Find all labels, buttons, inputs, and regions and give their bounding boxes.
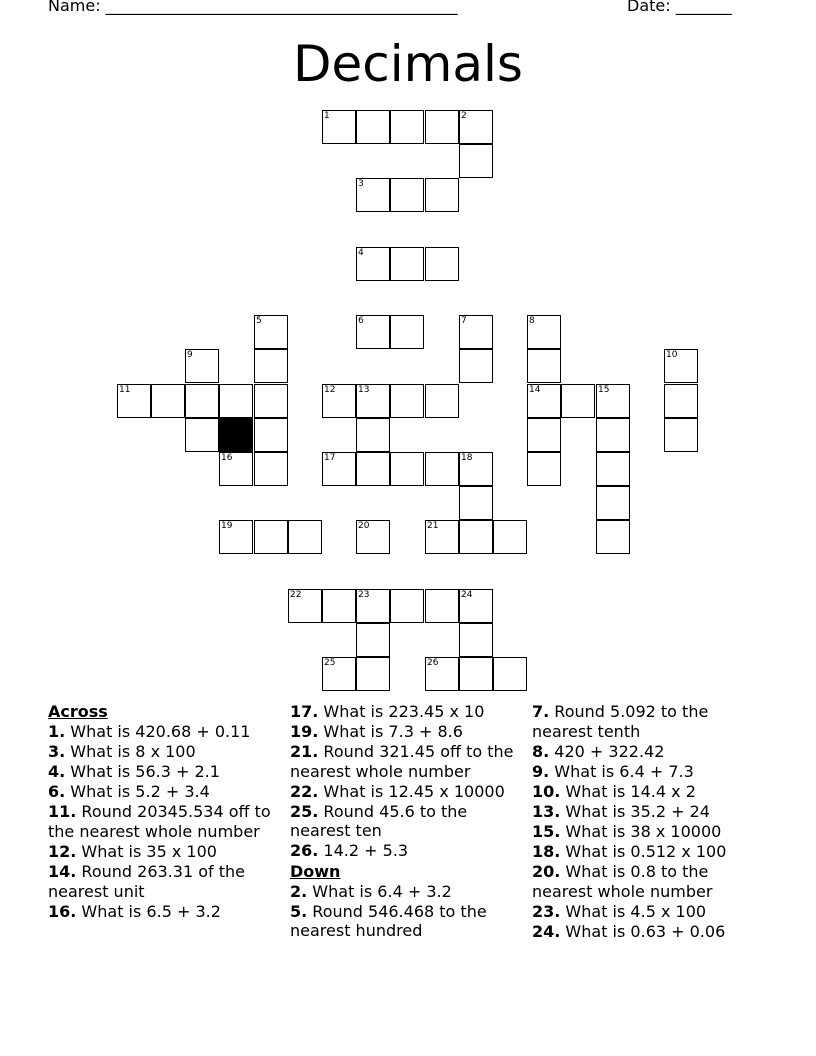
clue-item	[532, 902, 770, 922]
clue-number: 20.	[532, 862, 561, 882]
crossword-cell[interactable]	[596, 520, 630, 554]
clue-text: 14.2 + 5.3	[318, 841, 409, 861]
clue-number: 15.	[532, 821, 561, 841]
clue-number: 3.	[48, 742, 66, 762]
crossword-cell-3[interactable]	[356, 178, 390, 212]
clue-text: What is 0.63 + 0.06	[560, 921, 726, 941]
clue-text: Round 5.092 to the nearest tenth	[532, 702, 709, 741]
crossword-cell-4[interactable]	[356, 247, 390, 281]
clue-number: 16.	[48, 901, 77, 921]
clue-item	[290, 802, 528, 841]
clue-number: 1.	[48, 722, 66, 742]
clue-item	[48, 802, 286, 841]
crossword-cell[interactable]	[425, 178, 459, 212]
clue-number-label: 1	[324, 111, 330, 121]
crossword-cell[interactable]	[425, 384, 459, 418]
clue-number-label: 8	[529, 316, 535, 326]
crossword-cell[interactable]	[459, 657, 493, 691]
crossword-cell[interactable]	[459, 520, 493, 554]
clue-item	[532, 782, 770, 802]
crossword-cell[interactable]	[390, 589, 424, 623]
clue-column-3	[532, 702, 770, 942]
clue-number-label: 18	[461, 453, 473, 463]
clue-number: 8.	[532, 741, 550, 761]
crossword-cell[interactable]	[356, 452, 390, 486]
clue-number-label: 3	[358, 179, 364, 189]
clue-number: 6.	[48, 782, 66, 802]
clue-item	[290, 902, 528, 941]
clue-number: 26.	[290, 841, 319, 861]
crossword-cell[interactable]	[425, 452, 459, 486]
clue-number-label: 24	[461, 590, 473, 600]
clue-number: 21.	[290, 742, 319, 762]
crossword-cell-25[interactable]	[322, 657, 356, 691]
crossword-cell[interactable]	[425, 110, 459, 144]
clue-number-label: 19	[221, 521, 233, 531]
clue-item	[290, 782, 528, 802]
crossword-cell[interactable]	[390, 247, 424, 281]
crossword-cell[interactable]	[527, 418, 561, 452]
crossword-cell-21[interactable]	[425, 520, 459, 554]
clue-number-label: 16	[221, 453, 233, 463]
clue-item	[48, 782, 286, 802]
clue-number: 19.	[290, 722, 319, 742]
crossword-cell-10[interactable]	[664, 349, 698, 383]
crossword-cell-17[interactable]	[322, 452, 356, 486]
clue-item	[532, 802, 770, 822]
clue-text: What is 38 x 10000	[560, 821, 722, 841]
clue-number-label: 23	[358, 590, 370, 600]
crossword-cell-24[interactable]	[459, 589, 493, 623]
clue-column-2	[290, 702, 528, 941]
crossword-cell[interactable]	[664, 384, 698, 418]
clue-text: Round 321.45 off to the nearest whole number	[290, 742, 514, 781]
crossword-cell-7[interactable]	[459, 315, 493, 349]
crossword-cell-18[interactable]	[459, 452, 493, 486]
clue-number: 14.	[48, 862, 77, 882]
crossword-cell[interactable]	[596, 452, 630, 486]
crossword-cell[interactable]	[254, 418, 288, 452]
clue-item	[290, 702, 528, 722]
clue-item	[532, 862, 770, 901]
crossword-cell[interactable]	[356, 657, 390, 691]
crossword-cell[interactable]	[459, 349, 493, 383]
crossword-cell[interactable]	[390, 315, 424, 349]
crossword-cell[interactable]	[288, 520, 322, 554]
clue-number: 18.	[532, 842, 561, 862]
clue-text: What is 35 x 100	[76, 842, 217, 862]
crossword-cell-26[interactable]	[425, 657, 459, 691]
clue-text: What is 12.45 x 10000	[318, 781, 505, 801]
clue-text: What is 14.4 x 2	[560, 781, 696, 801]
date-field-line: Date: _______	[627, 0, 732, 15]
crossword-cell[interactable]	[425, 247, 459, 281]
clue-number-label: 13	[358, 385, 370, 395]
crossword-cell[interactable]	[459, 486, 493, 520]
clue-item	[532, 762, 770, 782]
clue-text: What is 8 x 100	[65, 742, 196, 762]
clue-text: What is 223.45 x 10	[318, 702, 485, 721]
clue-number: 7.	[532, 702, 550, 721]
crossword-cell[interactable]	[459, 623, 493, 657]
crossword-cell[interactable]	[493, 657, 527, 691]
crossword-cell[interactable]	[151, 384, 185, 418]
clue-number-label: 7	[461, 316, 467, 326]
clue-text: Round 546.468 to the nearest hundred	[290, 901, 487, 941]
clue-number: 11.	[48, 802, 77, 822]
clue-item	[532, 822, 770, 842]
clue-number: 5.	[290, 901, 308, 921]
clue-item	[532, 922, 770, 942]
crossword-cell[interactable]	[322, 589, 356, 623]
clue-number: 2.	[290, 881, 308, 901]
clue-item	[48, 862, 286, 901]
clue-number: 23.	[532, 901, 561, 921]
clue-number: 12.	[48, 842, 77, 862]
crossword-cell[interactable]	[390, 178, 424, 212]
crossword-cell[interactable]	[185, 418, 219, 452]
page-title: Decimals	[293, 35, 523, 93]
clue-text: Round 45.6 to the nearest ten	[290, 801, 468, 841]
clue-number: 22.	[290, 781, 319, 801]
clue-number: 25.	[290, 801, 319, 821]
crossword-cell-6[interactable]	[356, 315, 390, 349]
clue-item	[532, 742, 770, 762]
crossword-cell[interactable]	[425, 589, 459, 623]
crossword-cell[interactable]	[185, 384, 219, 418]
clue-number: 17.	[290, 702, 319, 721]
crossword-cell[interactable]	[356, 623, 390, 657]
clue-text: What is 6.4 + 3.2	[307, 881, 452, 901]
crossword-cell-2[interactable]	[459, 110, 493, 144]
clue-number: 4.	[48, 762, 66, 782]
clue-number-label: 2	[461, 111, 467, 121]
clue-number-label: 26	[427, 658, 439, 668]
crossword-cell-13[interactable]	[356, 384, 390, 418]
crossword-cell-15[interactable]	[596, 384, 630, 418]
crossword-cell[interactable]	[219, 384, 253, 418]
crossword-cell[interactable]	[390, 452, 424, 486]
clue-number-label: 10	[666, 350, 678, 360]
clue-text: What is 0.8 to the nearest whole number	[532, 862, 713, 901]
crossword-cell[interactable]	[254, 349, 288, 383]
clue-number-label: 5	[256, 316, 262, 326]
crossword-cell-5[interactable]	[254, 315, 288, 349]
crossword-cell[interactable]	[596, 486, 630, 520]
clue-item	[48, 742, 286, 762]
crossword-cell[interactable]	[459, 144, 493, 178]
crossword-cell-23[interactable]	[356, 589, 390, 623]
clue-number: 13.	[532, 801, 561, 821]
clue-number-label: 14	[529, 385, 541, 395]
clue-item	[290, 841, 528, 861]
crossword-cell[interactable]	[561, 384, 595, 418]
clue-item	[290, 722, 528, 742]
clue-text: What is 35.2 + 24	[560, 801, 710, 821]
clue-column-1	[48, 702, 286, 922]
clue-heading-across: Across	[48, 702, 108, 721]
crossword-cell[interactable]	[356, 418, 390, 452]
crossword-cell[interactable]	[390, 110, 424, 144]
crossword-cell[interactable]	[254, 520, 288, 554]
clue-text: What is 56.3 + 2.1	[65, 762, 220, 782]
clue-item	[532, 702, 770, 741]
crossword-cell[interactable]	[390, 384, 424, 418]
clue-number-label: 11	[119, 385, 131, 395]
clue-number-label: 15	[598, 385, 610, 395]
crossword-cell[interactable]	[527, 452, 561, 486]
clue-text: Round 20345.534 off to the nearest whole number	[48, 802, 271, 841]
crossword-cell[interactable]	[527, 349, 561, 383]
clue-number-label: 17	[324, 453, 336, 463]
clue-text: What is 5.2 + 3.4	[65, 782, 210, 802]
crossword-cell[interactable]	[596, 418, 630, 452]
clue-text: What is 0.512 x 100	[560, 842, 727, 862]
crossword-cell[interactable]	[493, 520, 527, 554]
clue-item	[48, 722, 286, 742]
crossword-black-cell	[219, 418, 253, 452]
crossword-cell[interactable]	[664, 418, 698, 452]
clue-item	[48, 842, 286, 862]
clue-number: 9.	[532, 761, 550, 781]
clue-number-label: 21	[427, 521, 439, 531]
crossword-cell-19[interactable]	[219, 520, 253, 554]
clue-item	[532, 842, 770, 862]
name-field-line: Name: ____________________________________________	[48, 0, 458, 15]
clue-item	[48, 902, 286, 922]
crossword-cell-12[interactable]	[322, 384, 356, 418]
crossword-cell[interactable]	[356, 110, 390, 144]
clue-text: What is 420.68 + 0.11	[65, 722, 251, 742]
clue-text: What is 4.5 x 100	[560, 901, 707, 921]
crossword-cell-16[interactable]	[219, 452, 253, 486]
crossword-cell[interactable]	[254, 384, 288, 418]
crossword-cell-14[interactable]	[527, 384, 561, 418]
clue-number-label: 4	[358, 248, 364, 258]
clue-text: Round 263.31 of the nearest unit	[48, 862, 245, 901]
clue-number-label: 20	[358, 521, 370, 531]
clue-number-label: 22	[290, 590, 302, 600]
crossword-cell-22[interactable]	[288, 589, 322, 623]
clue-heading-down: Down	[290, 861, 341, 881]
clue-text: What is 7.3 + 8.6	[318, 722, 463, 742]
crossword-cell-9[interactable]	[185, 349, 219, 383]
clue-text: 420 + 322.42	[549, 741, 665, 761]
crossword-cell-8[interactable]	[527, 315, 561, 349]
clue-number-label: 9	[187, 350, 193, 360]
crossword-cell[interactable]	[254, 452, 288, 486]
clue-number: 24.	[532, 921, 561, 941]
crossword-cell-20[interactable]	[356, 520, 390, 554]
clue-number: 10.	[532, 781, 561, 801]
clue-number-label: 25	[324, 658, 336, 668]
clue-number-label: 6	[358, 316, 364, 326]
clue-item	[48, 762, 286, 782]
clue-text: What is 6.4 + 7.3	[549, 761, 694, 781]
clue-item	[290, 742, 528, 781]
crossword-cell-1[interactable]	[322, 110, 356, 144]
clue-text: What is 6.5 + 3.2	[76, 901, 221, 921]
crossword-cell-11[interactable]	[117, 384, 151, 418]
clue-number-label: 12	[324, 385, 336, 395]
clue-item	[290, 882, 528, 902]
